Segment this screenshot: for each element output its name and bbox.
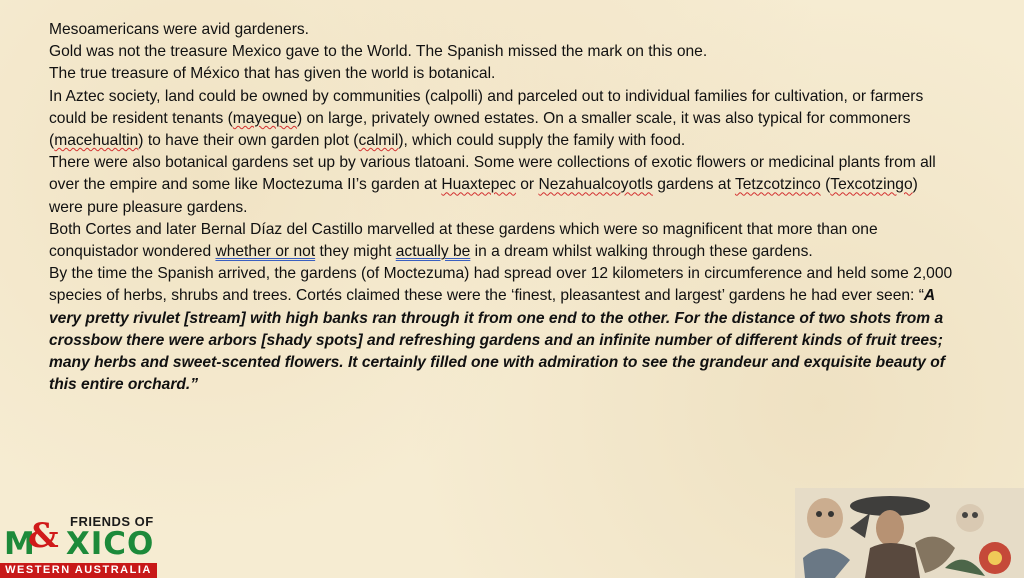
grammar-phrase: actually be bbox=[395, 243, 471, 261]
text-run: in a dream whilst walking through these gardens. bbox=[470, 243, 813, 261]
logo-band-text: WESTERN AUSTRALIA bbox=[0, 563, 157, 578]
mexican-folk-art-collage-icon bbox=[795, 488, 1024, 578]
logo-main-text bbox=[4, 526, 154, 562]
spellcheck-word: macehualtin bbox=[54, 132, 139, 150]
text-run: ) were pure pleasure gardens. bbox=[49, 176, 918, 216]
logo-letter-m: M bbox=[4, 526, 36, 562]
text-run: or bbox=[515, 176, 539, 194]
text-run: ), which could supply the family with food. bbox=[398, 132, 686, 150]
logo-letters-xico: XICO bbox=[65, 526, 155, 562]
text-run: ( bbox=[820, 176, 831, 194]
text-run: There were also botanical gardens set up by various tlatoani. Some were collections of exotic flowers or medicinal plants from all over the empire and some like Moctezuma II’s garden at bbox=[49, 154, 936, 194]
text-run: In Aztec society, land could be owned by communities (calpolli) and parceled out to individual families for cultivation, or farmers could be resident tenants ( bbox=[49, 87, 924, 127]
text-run: By the time the Spanish arrived, the gardens (of Moctezuma) had spread over 12 kilometers in circumference and held some 2,000 species of herbs, shrubs and trees. Cortés claimed these were the ‘finest, pleasantest and largest’ gardens he had ever seen: “ bbox=[49, 265, 953, 305]
spellcheck-word: Tetzcotzinco bbox=[734, 176, 821, 194]
friends-of-mexico-logo bbox=[0, 512, 157, 578]
text-run: they might bbox=[315, 243, 396, 261]
paragraph-4 bbox=[49, 86, 954, 153]
logo-top-text: FRIENDS OF bbox=[70, 514, 154, 529]
paragraph-3: The true treasure of México that has given the world is botanical. bbox=[49, 65, 496, 83]
spellcheck-word: calmil bbox=[358, 132, 399, 150]
spellcheck-word: Nezahualcoyotls bbox=[538, 176, 653, 194]
cortes-quote: A very pretty rivulet [stream] with high banks ran through it from one end to the other. For the distance of two shots from a crossbow there were arbors [shady spots] and refreshing gardens and an infinite number of different kinds of fruit trees; many herbs and sweet-scented flowers. It certainly filled one with admiration to see the grandeur and exquisite beauty of this entire orchard.” bbox=[49, 287, 945, 394]
paragraph-2: Gold was not the treasure Mexico gave to the World. The Spanish missed the mark on this one. bbox=[49, 43, 708, 61]
paragraph-5 bbox=[49, 152, 954, 219]
paragraph-6 bbox=[49, 219, 954, 263]
spellcheck-word: mayeque bbox=[232, 109, 297, 127]
text-run: ) to have their own garden plot ( bbox=[138, 132, 359, 150]
grammar-phrase: whether or not bbox=[215, 243, 316, 261]
spellcheck-word: Huaxtepec bbox=[441, 176, 516, 194]
paragraph-1: Mesoamericans were avid gardeners. bbox=[49, 21, 310, 38]
text-run: ) on large, privately owned estates. On a smaller scale, it was also typical for commoners ( bbox=[49, 109, 911, 150]
text-run: Both Cortes and later Bernal Díaz del Castillo marvelled at these gardens which were so magnificent that more than one conquistador wondered bbox=[49, 220, 878, 261]
ampersand-icon: & bbox=[28, 516, 59, 556]
spellcheck-word: Texcotzingo bbox=[830, 176, 913, 194]
paragraph-7 bbox=[49, 263, 954, 396]
text-run: gardens at bbox=[652, 176, 735, 194]
slide-body bbox=[49, 19, 954, 396]
